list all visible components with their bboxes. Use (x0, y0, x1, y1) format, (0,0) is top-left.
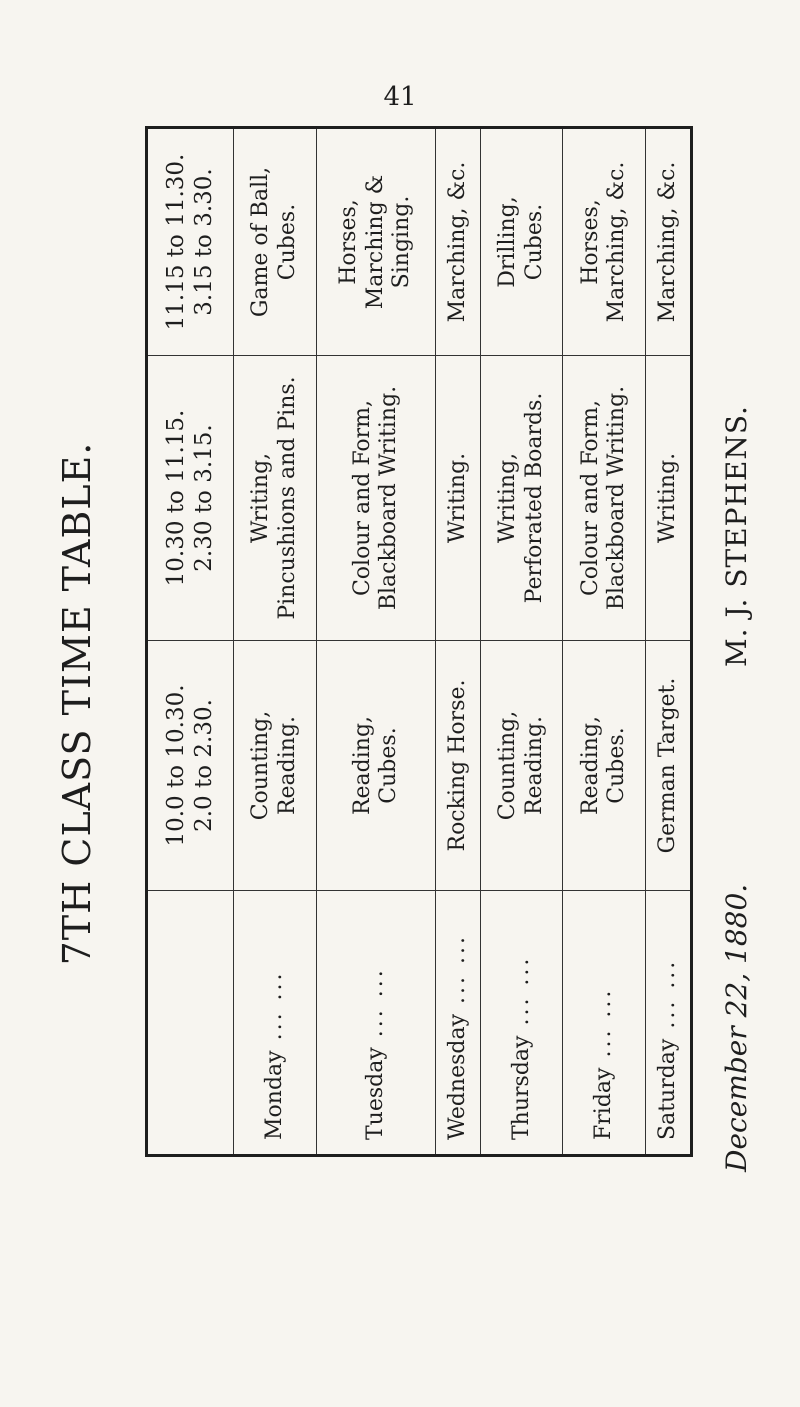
activity-line: Reading. (521, 715, 547, 816)
day-cell (481, 891, 563, 1156)
day-cell (645, 891, 691, 1156)
activity-cell (645, 356, 691, 641)
document-title: 7TH CLASS TIME TABLE. (55, 441, 99, 966)
activity-cell (645, 641, 691, 891)
activity-line: Horses, (577, 199, 603, 285)
header-cell-period-1 (147, 641, 234, 891)
period-time-afternoon: 2.0 to 2.30. (190, 699, 217, 832)
activity-line: Writing. (654, 452, 680, 544)
activity-line: Writing. (445, 452, 471, 544)
activity-line: Marching, &c. (445, 161, 471, 323)
table-row-monday (234, 128, 316, 1156)
leader-dots: ... ... (362, 967, 388, 1038)
table-row-friday (563, 128, 645, 1156)
header-corner-cell (147, 891, 234, 1156)
activity-cell (436, 641, 481, 891)
day-label: Saturday (654, 1038, 680, 1140)
activity-cell (316, 356, 436, 641)
activity-cell (316, 128, 436, 356)
activity-cell (481, 128, 563, 356)
activity-cell (234, 128, 316, 356)
table-row-tuesday (316, 128, 436, 1156)
table-header-row (147, 128, 234, 1156)
period-time-morning: 11.15 to 11.30. (162, 153, 189, 331)
activity-line: Reading, (577, 715, 603, 816)
activity-line: Rocking Horse. (445, 679, 471, 852)
period-time-morning: 10.30 to 11.15. (162, 409, 189, 587)
activity-line: Counting, (495, 710, 521, 821)
leader-dots: ... ... (261, 970, 287, 1041)
leader-dots: ... ... (508, 955, 534, 1026)
leader-dots: ... ... (654, 958, 680, 1029)
table-row-thursday (481, 128, 563, 1156)
activity-line: Horses, (336, 199, 362, 285)
activity-line: Colour and Form, (577, 399, 603, 597)
activity-line: Marching, &c. (604, 161, 630, 323)
period-time-afternoon: 3.15 to 3.30. (190, 168, 217, 316)
activity-line: Marching & Singing. (362, 174, 415, 310)
header-cell-period-3 (147, 128, 234, 356)
day-cell (234, 891, 316, 1156)
activity-cell (436, 128, 481, 356)
activity-line: Writing, (248, 452, 274, 544)
activity-line: Reading, (349, 715, 375, 816)
activity-line: Writing, (495, 452, 521, 544)
time-table (145, 126, 693, 1157)
period-time-morning: 10.0 to 10.30. (162, 684, 189, 847)
activity-cell (481, 356, 563, 641)
activity-line: Reading. (274, 715, 300, 816)
activity-line: Cubes. (521, 203, 547, 281)
day-cell (316, 891, 436, 1156)
leader-dots: ... ... (590, 987, 616, 1058)
activity-cell (234, 356, 316, 641)
activity-line: Marching, &c. (654, 161, 680, 323)
day-label: Monday (261, 1050, 287, 1140)
table-row-saturday (645, 128, 691, 1156)
activity-line: Colour and Form, (349, 399, 375, 597)
activity-cell (563, 128, 645, 356)
activity-line: Cubes. (274, 203, 300, 281)
activity-line: Game of Ball, (248, 166, 274, 318)
page-number: 41 (383, 82, 417, 112)
activity-line: German Target. (654, 677, 680, 854)
activity-line: Cubes. (375, 727, 401, 804)
activity-cell (563, 641, 645, 891)
activity-line: Blackboard Writing. (375, 385, 401, 611)
day-label: Friday (590, 1067, 616, 1140)
period-time-afternoon: 2.30 to 3.15. (190, 424, 217, 572)
activity-cell (316, 641, 436, 891)
activity-line: Counting, (248, 710, 274, 821)
activity-line: Drilling, (495, 196, 521, 288)
day-label: Thursday (508, 1035, 534, 1140)
activity-cell (481, 641, 563, 891)
leader-dots: ... ... (445, 934, 471, 1004)
footer-date: December 22, 1880. (720, 883, 753, 1172)
day-label: Wednesday (445, 1013, 471, 1140)
activity-cell (436, 356, 481, 641)
table-row-wednesday (436, 128, 481, 1156)
activity-cell (234, 641, 316, 891)
day-cell (563, 891, 645, 1156)
day-label: Tuesday (362, 1047, 388, 1140)
activity-line: Cubes. (604, 727, 630, 804)
activity-line: Blackboard Writing. (604, 385, 630, 611)
day-cell (436, 891, 481, 1156)
footer-signature: M. J. STEPHENS. (720, 405, 753, 667)
activity-cell (645, 128, 691, 356)
activity-line: Perforated Boards. (521, 392, 547, 604)
activity-line: Pincushions and Pins. (274, 376, 300, 620)
activity-cell (563, 356, 645, 641)
header-cell-period-2 (147, 356, 234, 641)
